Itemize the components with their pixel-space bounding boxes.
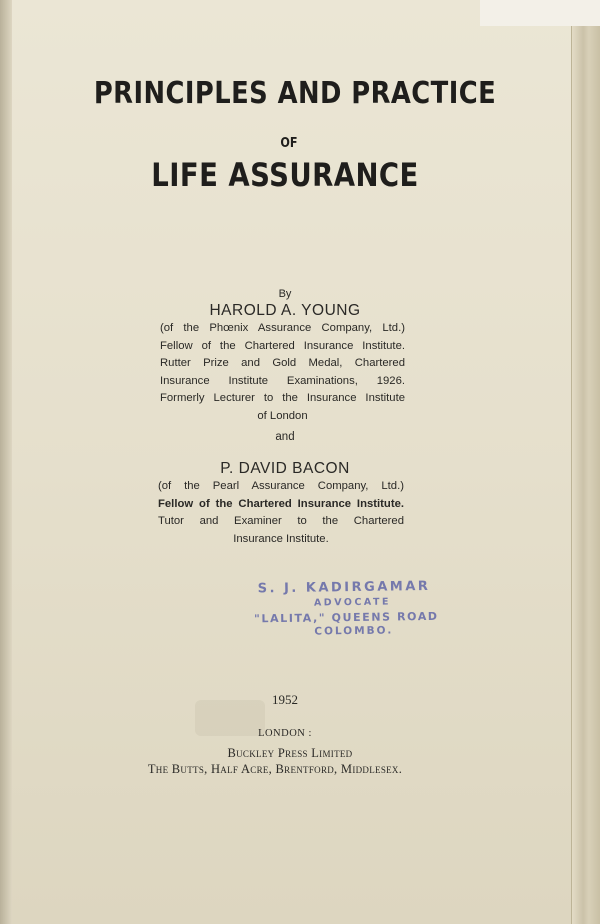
author-2-credential-line: (of the Pearl Assurance Company, Ltd.) [158, 480, 404, 492]
author-1-credentials [160, 320, 405, 426]
author-2-credential-line: Tutor and Examiner to the Chartered [158, 515, 404, 528]
stamp-line-3: "LALITA," QUEENS ROAD [254, 609, 439, 626]
stamp-line-1: S. J. KADIRGAMAR [257, 578, 431, 597]
title-line-2: OF [280, 136, 298, 151]
stamp-line-2: ADVOCATE [313, 596, 392, 609]
author-2-credential-line: Insurance Institute. [233, 532, 329, 545]
author-1-credential-line: of London [257, 409, 308, 422]
and-separator: and [275, 431, 295, 443]
title-line-3: LIFE ASSURANCE [151, 156, 419, 194]
publication-year: 1952 [272, 692, 298, 707]
stamp-line-4: COLOMBO. [314, 624, 394, 638]
author-1-name: HAROLD A. YOUNG [209, 302, 361, 319]
title-line-1: PRINCIPLES AND PRACTICE [93, 76, 497, 111]
publisher-city: LONDON : [258, 728, 312, 739]
author-2-credentials [158, 478, 404, 548]
author-1-credential-line: Fellow of the Chartered Insurance Institute. [160, 339, 405, 352]
author-1-credential-line: Rutter Prize and Gold Medal, Chartered [160, 357, 405, 370]
owner-stamp [250, 579, 461, 639]
publisher-name: Buckley Press Limited [227, 746, 353, 760]
author-1-credential-line: Insurance Institute Examinations, 1926. [160, 374, 405, 387]
publisher-address: The Butts, Half Acre, Brentford, Middlesex. [147, 762, 403, 776]
author-2-name: P. DAVID BACON [220, 460, 350, 477]
background-strip [480, 0, 600, 26]
author-1-credential-line: Formerly Lecturer to the Insurance Institute [160, 392, 405, 405]
page-edges [571, 0, 600, 924]
byline: By [278, 288, 292, 300]
author-2-credential-line: Fellow of the Chartered Insurance Institute. [158, 497, 404, 510]
author-1-credential-line: (of the Phœnix Assurance Company, Ltd.) [160, 322, 405, 334]
